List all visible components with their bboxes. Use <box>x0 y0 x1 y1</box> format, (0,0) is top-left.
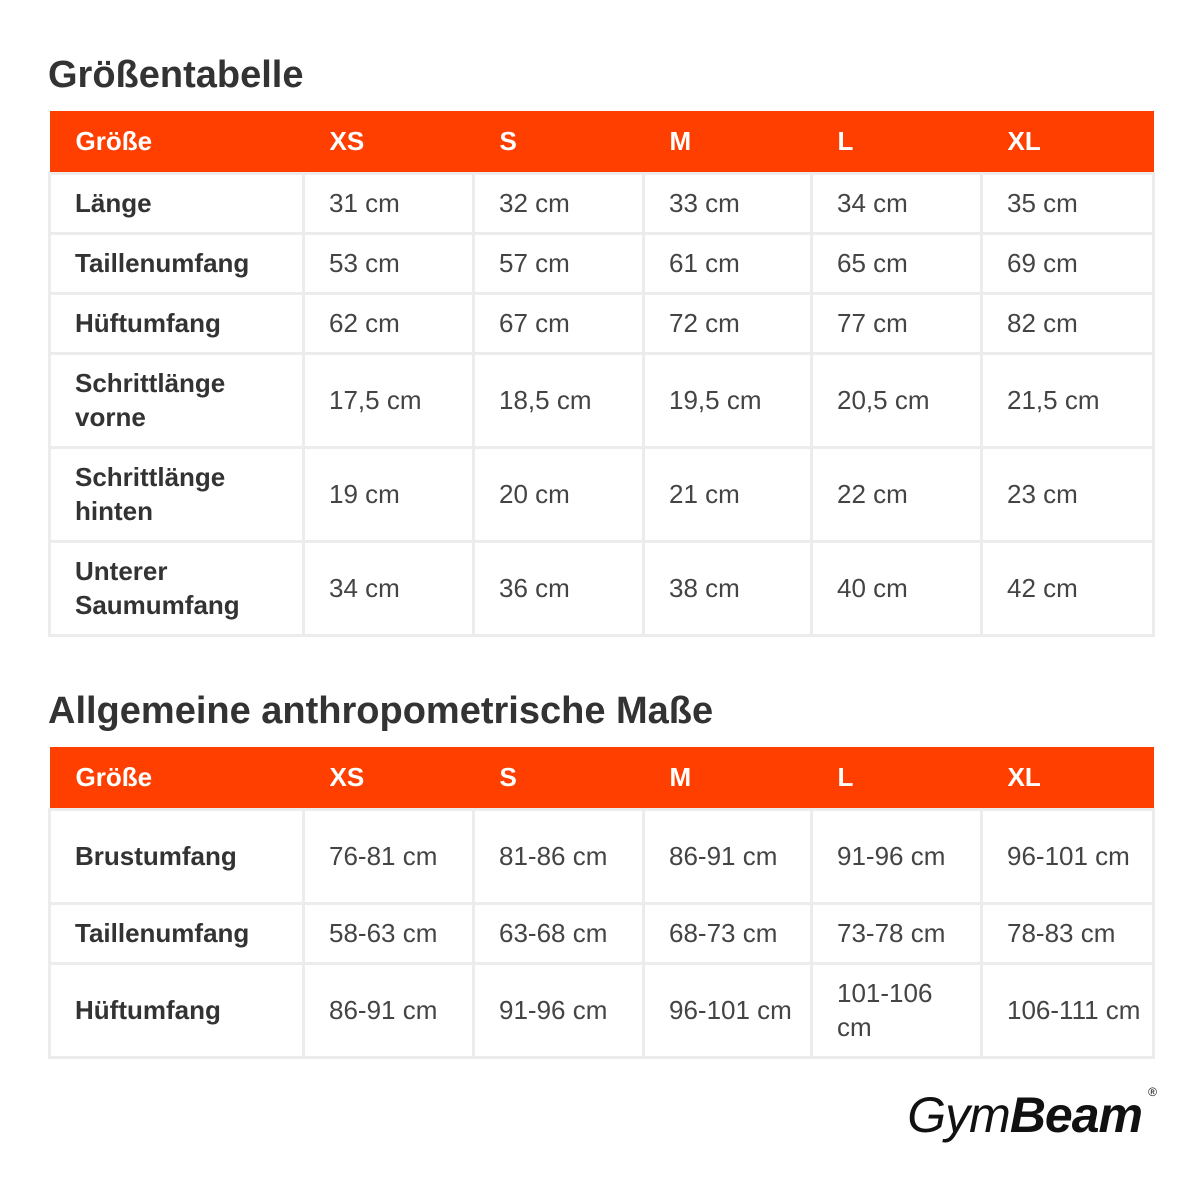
table-cell: 53 cm <box>304 233 474 293</box>
table-cell: 76-81 cm <box>304 809 474 903</box>
table-cell: 57 cm <box>474 233 644 293</box>
column-header-l: L <box>812 111 982 173</box>
logo-text-gym: Gym <box>907 1087 1010 1143</box>
column-header-l: L <box>812 747 982 809</box>
column-header-xs: XS <box>304 111 474 173</box>
table-cell: 91-96 cm <box>812 809 982 903</box>
table-cell: 33 cm <box>644 173 812 233</box>
row-label: Schrittlänge hinten <box>50 447 304 541</box>
column-header-size: Größe <box>50 747 304 809</box>
table-cell: 22 cm <box>812 447 982 541</box>
anthropometric-table <box>48 747 1155 1059</box>
size-chart-title: Größentabelle <box>48 54 304 96</box>
table-cell: 96-101 cm <box>644 963 812 1057</box>
registered-mark: ® <box>1148 1085 1156 1099</box>
table-cell: 18,5 cm <box>474 353 644 447</box>
table-cell: 36 cm <box>474 541 644 635</box>
table-cell: 67 cm <box>474 293 644 353</box>
table-cell: 32 cm <box>474 173 644 233</box>
row-label: Taillenumfang <box>50 233 304 293</box>
row-label: Hüftumfang <box>50 293 304 353</box>
table-cell: 20,5 cm <box>812 353 982 447</box>
row-label: Länge <box>50 173 304 233</box>
table-cell: 69 cm <box>982 233 1154 293</box>
table-cell: 40 cm <box>812 541 982 635</box>
table-cell: 19,5 cm <box>644 353 812 447</box>
column-header-xl: XL <box>982 111 1154 173</box>
table-cell: 65 cm <box>812 233 982 293</box>
table-cell: 19 cm <box>304 447 474 541</box>
table-cell: 68-73 cm <box>644 903 812 963</box>
column-header-xl: XL <box>982 747 1154 809</box>
table-row <box>50 809 1154 903</box>
table-cell: 101-106 cm <box>812 963 982 1057</box>
table-cell: 106-111 cm <box>982 963 1154 1057</box>
row-label: Schrittlänge vorne <box>50 353 304 447</box>
table-row <box>50 903 1154 963</box>
table-cell: 38 cm <box>644 541 812 635</box>
table-cell: 77 cm <box>812 293 982 353</box>
table-cell: 86-91 cm <box>304 963 474 1057</box>
table-cell: 72 cm <box>644 293 812 353</box>
table-cell: 23 cm <box>982 447 1154 541</box>
table-cell: 21,5 cm <box>982 353 1154 447</box>
table-cell: 42 cm <box>982 541 1154 635</box>
table-cell: 78-83 cm <box>982 903 1154 963</box>
table-row <box>50 353 1154 447</box>
table-row <box>50 541 1154 635</box>
table-cell: 34 cm <box>812 173 982 233</box>
table-cell: 91-96 cm <box>474 963 644 1057</box>
table-cell: 31 cm <box>304 173 474 233</box>
table-row <box>50 233 1154 293</box>
table-cell: 86-91 cm <box>644 809 812 903</box>
row-label: Brustumfang <box>50 809 304 903</box>
table-cell: 61 cm <box>644 233 812 293</box>
table-cell: 82 cm <box>982 293 1154 353</box>
table-cell: 35 cm <box>982 173 1154 233</box>
table-cell: 21 cm <box>644 447 812 541</box>
table-row <box>50 173 1154 233</box>
row-label: Unterer Saumumfang <box>50 541 304 635</box>
table-row <box>50 447 1154 541</box>
table-header-row <box>50 111 1154 173</box>
table-cell: 34 cm <box>304 541 474 635</box>
column-header-m: M <box>644 111 812 173</box>
table-cell: 62 cm <box>304 293 474 353</box>
column-header-s: S <box>474 111 644 173</box>
table-cell: 58-63 cm <box>304 903 474 963</box>
column-header-size: Größe <box>50 111 304 173</box>
table-cell: 17,5 cm <box>304 353 474 447</box>
size-chart-table <box>48 111 1155 637</box>
table-row <box>50 293 1154 353</box>
column-header-m: M <box>644 747 812 809</box>
table-cell: 20 cm <box>474 447 644 541</box>
logo-text-beam: Beam <box>1009 1087 1142 1143</box>
table-cell: 81-86 cm <box>474 809 644 903</box>
column-header-s: S <box>474 747 644 809</box>
gymbeam-logo <box>907 1085 1156 1143</box>
anthropometric-title: Allgemeine anthropometrische Maße <box>48 690 714 732</box>
table-cell: 63-68 cm <box>474 903 644 963</box>
row-label: Hüftumfang <box>50 963 304 1057</box>
column-header-xs: XS <box>304 747 474 809</box>
table-cell: 96-101 cm <box>982 809 1154 903</box>
table-row <box>50 963 1154 1057</box>
table-cell: 73-78 cm <box>812 903 982 963</box>
row-label: Taillenumfang <box>50 903 304 963</box>
table-header-row <box>50 747 1154 809</box>
